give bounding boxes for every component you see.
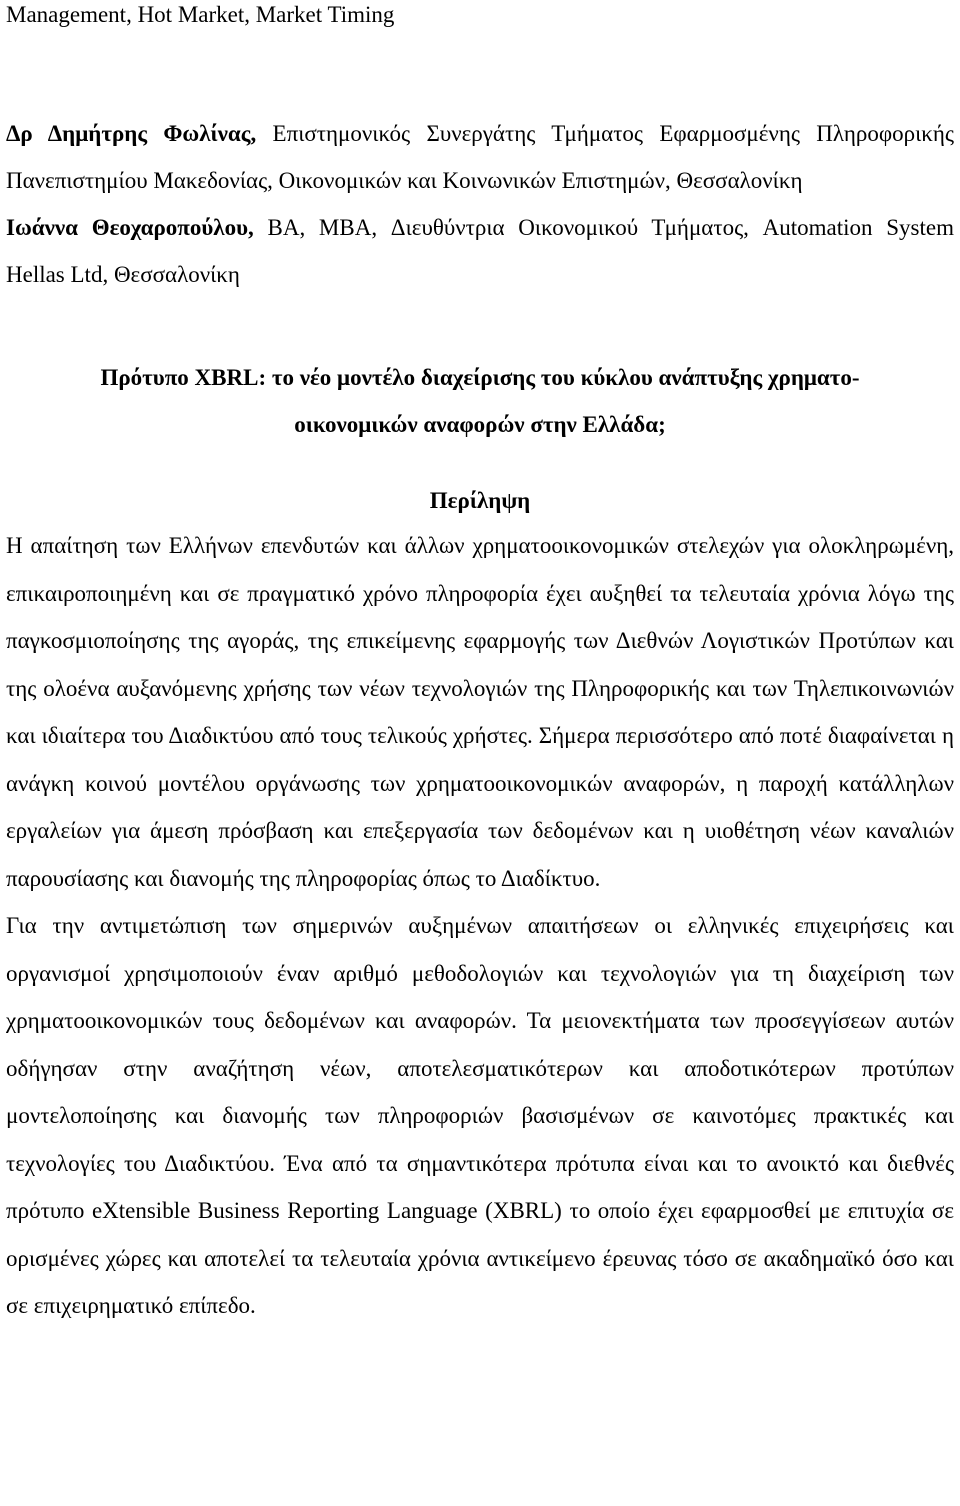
author-affiliation: Επιστημονικός Συνεργάτης Τμήματος Εφαρμοσμένης Πληροφορικής Πανεπιστημίου Μακεδονίας, Οικονομικών και Κοινωνικών Επιστημών, Θεσσαλονίκη (6, 121, 954, 193)
abstract-paragraph-2: Για την αντιμετώπιση των σημερινών αυξημένων απαιτήσεων οι ελληνικές επιχειρήσεις και οργανισμοί χρησιμοποιούν έναν αριθμό μεθοδολογιών και τεχνολογιών για τη διαχείριση των χρηματοοικονομικών τους δεδομένων και αναφορών. Τα μειονεκτήματα των προσεγγίσεων αυτών οδήγησαν στην αναζήτηση νέων, αποτελεσματικότερων και αποδοτικότερων προτύπων μοντελοποίησης και διανομής των πληροφοριών βασισμένων σε καινοτόμες πρακτικές και τεχνολογίες του Διαδικτύου. Ένα από τα σημαντικότερα πρότυπα είναι και το ανοικτό και διεθνές πρότυπο eXtensible Business Reporting Language (XBRL) το οποίο έχει εφαρμοσθεί με επιτυχία σε ορισμένες χώρες και αποτελεί τα τελευταία χρόνια αντικείμενο έρευνας τόσο σε ακαδημαϊκό όσο και σε επιχειρηματικό επίπεδο. (6, 913, 954, 1318)
title-line-1: Πρότυπο XBRL: το νέο μοντέλο διαχείρισης του κύκλου ανάπτυξης χρηματο- (100, 365, 860, 390)
authors-block (6, 110, 954, 298)
author-entry (6, 110, 954, 204)
title-line-2: οικονομικών αναφορών στην Ελλάδα; (294, 412, 666, 437)
author-entry (6, 204, 954, 298)
author-name: Ιωάννα Θεοχαροπούλου, (6, 215, 254, 240)
abstract-paragraph-1: Η απαίτηση των Ελλήνων επενδυτών και άλλων χρηματοοικονομικών στελεχών για ολοκληρωμένη, επικαιροποιημένη και σε πραγματικό χρόνο πληροφορία έχει αυξηθεί τα τελευταία χρόνια λόγω της παγκοσμιοποίησης της αγοράς, της επικείμενης εφαρμογής των Διεθνών Λογιστικών Προτύπων και της ολοένα αυξανόμενης χρήσης των νέων τεχνολογιών της Πληροφορικής και των Τηλεπικοινωνιών και ιδιαίτερα του Διαδικτύου από τους τελικούς χρήστες. Σήμερα περισσότερο από ποτέ διαφαίνεται η ανάγκη κοινού μοντέλου οργάνωσης των χρηματοοικονομικών αναφορών, η παροχή κατάλληλων εργαλείων για άμεση πρόσβαση και επεξεργασία των δεδομένων και η υιοθέτηση νέων καναλιών παρουσίασης και διανομής της πληροφορίας όπως το Διαδίκτυο. (6, 533, 954, 891)
keywords-line: Management, Hot Market, Market Timing (6, 2, 395, 27)
author-name: Δρ Δημήτρης Φωλίνας, (6, 121, 257, 146)
paper-title (6, 354, 954, 448)
abstract-body (6, 522, 954, 1330)
author-affiliation: BA, MBA, Διευθύντρια Οικονομικού Τμήματος, Automation System Hellas Ltd, Θεσσαλονίκη (6, 215, 954, 287)
abstract-heading: Περίληψη (429, 488, 531, 513)
